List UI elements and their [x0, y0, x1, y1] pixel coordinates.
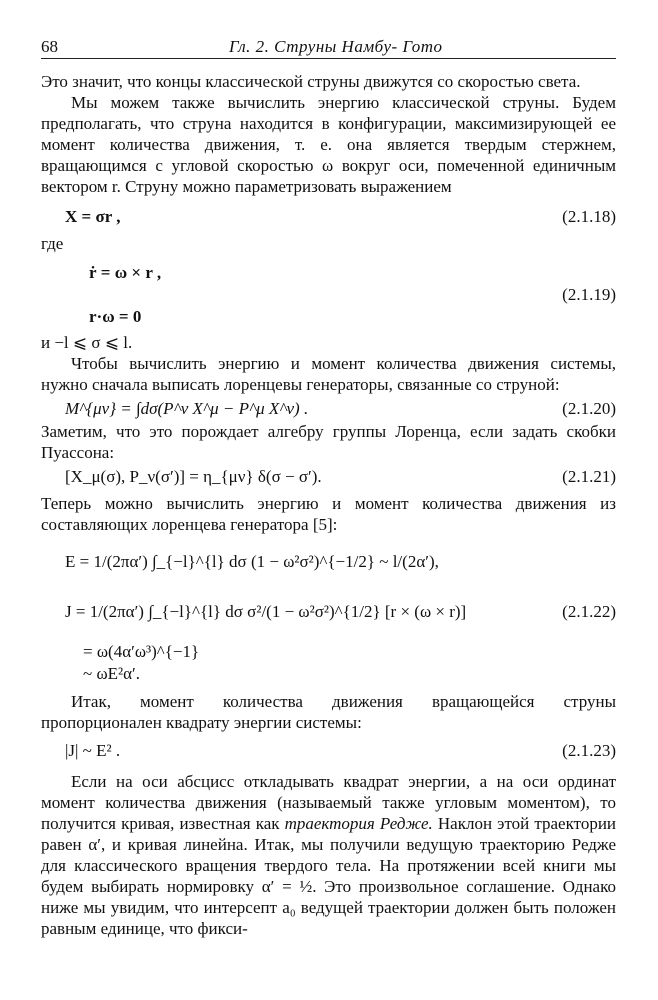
paragraph-4: Заметим, что это порождает алгебру группы Лоренца, если задать скобки Пуассона: [41, 422, 616, 462]
equation-number: (2.1.20) [562, 399, 616, 418]
equation-2-1-22 [41, 541, 616, 691]
equation-formula: r·ω = 0 [89, 307, 142, 326]
equation-formula: ~ ωE²α′. [83, 664, 140, 683]
paragraph-range: и −l ⩽ σ ⩽ l. [41, 333, 133, 352]
equation-2-1-23 [41, 737, 616, 771]
equation-formula: |J| ~ E² . [65, 741, 121, 760]
paragraph-7 [41, 771, 616, 939]
equation-number: (2.1.22) [562, 602, 616, 621]
equation-formula: ṙ = ω × r , [89, 263, 162, 282]
term-regge-trajectory: траектория Редже. [284, 814, 433, 833]
equation-2-1-18 [41, 203, 616, 233]
equation-number: (2.1.18) [562, 207, 616, 226]
page [41, 36, 616, 939]
equation-formula: E = 1/(2πα′) ∫_{−l}^{l} dσ (1 − ω²σ²)^{−1/2} ~ l/(2α′), [65, 552, 439, 571]
equation-number: (2.1.21) [562, 467, 616, 486]
paragraph-2: Мы можем также вычислить энергию классической струны. Будем предполагать, что струна находится в конфигурации, максимизирующей ее момент количества движения, т. е. она является твердым стержнем, вращающимся с угловой скоростью ω вокруг оси, помеченной единичным вектором r. Струну можно параметризовать выражением [41, 93, 616, 196]
equation-number: (2.1.23) [562, 741, 616, 760]
equation-formula: M^{μν} = ∫dσ(P^ν X^μ − P^μ X^ν) . [65, 399, 309, 418]
equation-formula: X = σr , [65, 207, 121, 226]
equation-2-1-19 [41, 254, 616, 332]
equation-number: (2.1.19) [562, 285, 616, 304]
paragraph-6: Итак, момент количества движения вращающейся струны пропорционален квадрату энергии системы: [41, 692, 616, 732]
page-number: 68 [41, 37, 58, 56]
paragraph-1: Это значит, что концы классической струны движутся со скоростью света. [41, 72, 581, 91]
equation-formula: [X_μ(σ), P_ν(σ′)] = η_{μν} δ(σ − σ′). [65, 467, 322, 486]
paragraph-7-end: Наклон этой траектории равен α′, и кривая линейна. Итак, мы получили ведущую траекторию Редже для классического вращения твердого тела. На протяжении всей книги мы будем выбирать нормировку α′ = ½. Это произвольное соглашение. Однако ниже мы увидим, что интерсепт a₀ ведущей траектории должен быть положен равным единице, что фикси- [41, 814, 617, 938]
paragraph-5: Теперь можно вычислить энергию и момент количества движения из составляющих лоренцева генератора [5]: [41, 494, 616, 534]
paragraph-7-start: Если на оси абсцисс откладывать квадрат энергии, а на оси ординат момент количества движения (называемый также угловым моментом), то получится кривая, известная как [41, 772, 616, 833]
equation-formula: J = 1/(2πα′) ∫_{−l}^{l} dσ σ²/(1 − ω²σ²)^{1/2} [r × (ω × r)] [65, 602, 467, 621]
paragraph-3: Чтобы вычислить энергию и момент количества движения системы, нужно сначала выписать лоренцевы генераторы, связанные со струной: [41, 354, 616, 394]
equation-2-1-20 [41, 395, 616, 421]
paragraph-where: где [41, 234, 64, 253]
equation-formula: = ω(4α′ω³)^{−1} [83, 642, 200, 661]
equation-2-1-21 [41, 463, 616, 493]
running-title: Гл. 2. Струны Намбу- Гото [229, 37, 443, 56]
page-header [41, 36, 616, 59]
